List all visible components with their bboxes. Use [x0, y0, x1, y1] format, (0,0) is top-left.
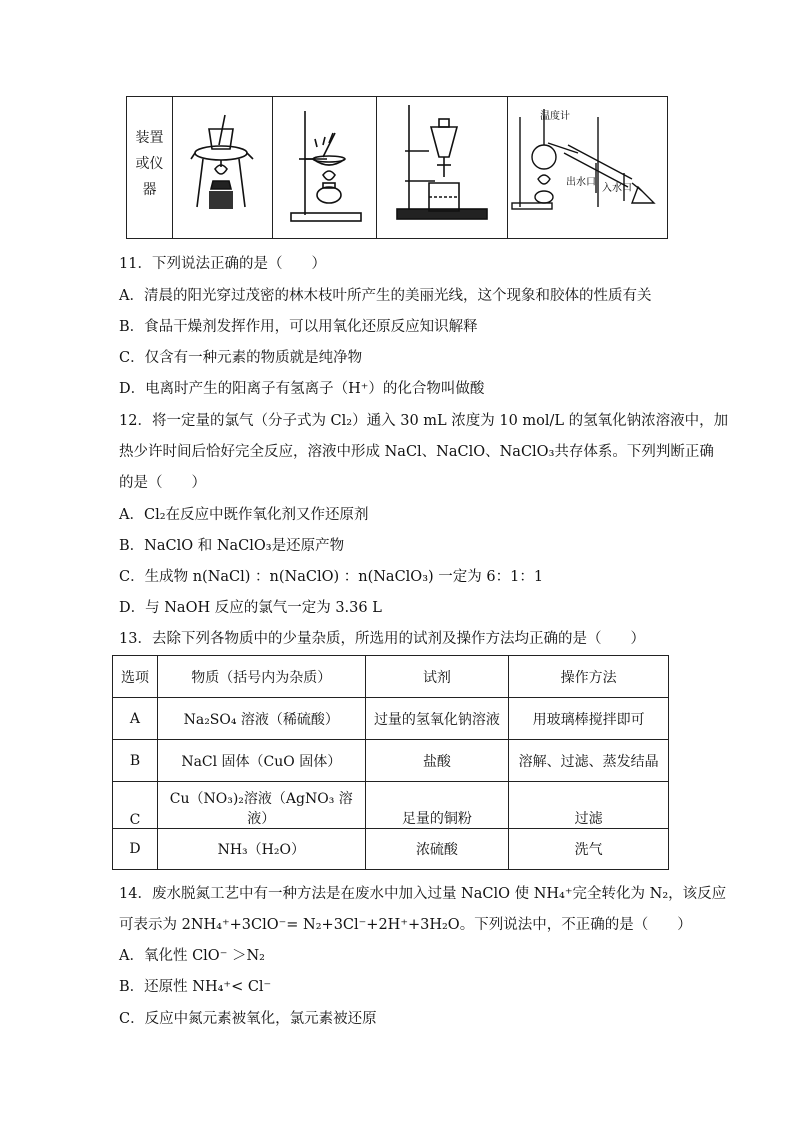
q14-option-a: A．氧化性 ClO⁻ ＞N₂ [119, 948, 265, 964]
table-row [113, 829, 669, 870]
row-c-method: 过滤 [509, 782, 669, 829]
water-inlet-label: 入水口 [602, 183, 632, 194]
header-method: 操作方法 [509, 656, 669, 698]
table-row [113, 740, 669, 782]
crucible-apparatus-image [173, 97, 272, 238]
row-b-label: B [113, 740, 158, 782]
row-b-method: 溶解、过滤、蒸发结晶 [509, 740, 669, 782]
table-header-row [113, 656, 669, 698]
thermometer-label: 温度计 [540, 111, 570, 122]
row-c-label: C [113, 782, 158, 829]
q14-stem-line2: 可表示为 2NH₄⁺+3ClO⁻= N₂+3Cl⁻+2H⁺+3H₂O。下列说法中，不正确的是（ ） [119, 917, 692, 933]
row-d-method: 洗气 [509, 829, 669, 870]
apparatus-label-1: 装置 [135, 130, 164, 146]
apparatus-label-cell [127, 97, 173, 238]
distillation-apparatus-image [508, 97, 667, 238]
q11-option-c: C．仅含有一种元素的物质就是纯净物 [119, 350, 363, 366]
q12-option-d: D．与 NaOH 反应的氯气一定为 3.36 L [119, 600, 382, 616]
row-a-reagent: 过量的氢氧化钠溶液 [365, 698, 509, 740]
q13-table [112, 655, 669, 870]
row-b-substance: NaCl 固体（CuO 固体） [157, 740, 365, 782]
apparatus-table [126, 96, 668, 239]
row-c-reagent: 足量的铜粉 [365, 782, 509, 829]
water-outlet-label: 出水口 [566, 177, 596, 188]
q14-option-b: B．还原性 NH₄⁺< Cl⁻ [119, 979, 272, 995]
q12-option-a: A．Cl₂在反应中既作氧化剂又作还原剂 [119, 507, 369, 523]
separatory-funnel-apparatus-image [377, 97, 507, 238]
row-d-label: D [113, 829, 158, 870]
row-d-substance: NH₃（H₂O） [157, 829, 365, 870]
table-row [113, 782, 669, 829]
q12-stem-line1: 12．将一定量的氯气（分子式为 Cl₂）通入 30 mL 浓度为 10 mol/L 的氢氧化钠浓溶液中，加 [119, 413, 729, 429]
header-option: 选项 [113, 656, 158, 698]
q12-option-b: B．NaClO 和 NaClO₃是还原产物 [119, 538, 345, 554]
row-c-substance: Cu（NO₃)₂溶液（AgNO₃ 溶液） [157, 782, 365, 829]
row-d-reagent: 浓硫酸 [365, 829, 509, 870]
q11-option-d: D．电离时产生的阳离子有氢离子（H⁺）的化合物叫做酸 [119, 381, 485, 397]
table-row [113, 698, 669, 740]
q11-stem: 11．下列说法正确的是（ ） [119, 256, 326, 272]
q12-stem-line2: 热少许时间后恰好完全反应，溶液中形成 NaCl、NaClO、NaClO₃共存体系。下列判断正确 [119, 444, 714, 460]
row-a-label: A [113, 698, 158, 740]
row-a-substance: Na₂SO₄ 溶液（稀硫酸） [157, 698, 365, 740]
row-b-reagent: 盐酸 [365, 740, 509, 782]
apparatus-label-2: 或仪 [135, 156, 164, 172]
header-reagent: 试剂 [365, 656, 509, 698]
q14-option-c: C．反应中氮元素被氧化，氯元素被还原 [119, 1011, 377, 1027]
q12-stem-line3: 的是（ ） [119, 475, 206, 491]
row-a-method: 用玻璃棒搅拌即可 [509, 698, 669, 740]
q12-option-c: C．生成物 n(NaCl) ：n(NaClO) ：n(NaClO₃) 一定为 6：1：1 [119, 569, 544, 585]
q11-option-b: B．食品干燥剂发挥作用，可以用氧化还原反应知识解释 [119, 319, 478, 335]
q13-stem: 13．去除下列各物质中的少量杂质，所选用的试剂及操作方法均正确的是（ ） [119, 631, 645, 647]
q11-option-a: A．清晨的阳光穿过茂密的林木枝叶所产生的美丽光线，这个现象和胶体的性质有关 [119, 288, 652, 304]
q14-stem-line1: 14．废水脱氮工艺中有一种方法是在废水中加入过量 NaClO 使 NH₄⁺完全转化为 N₂，该反应 [119, 886, 727, 902]
evaporating-dish-apparatus-image [273, 97, 376, 238]
header-substance: 物质（括号内为杂质） [157, 656, 365, 698]
apparatus-label-3: 器 [142, 182, 157, 198]
